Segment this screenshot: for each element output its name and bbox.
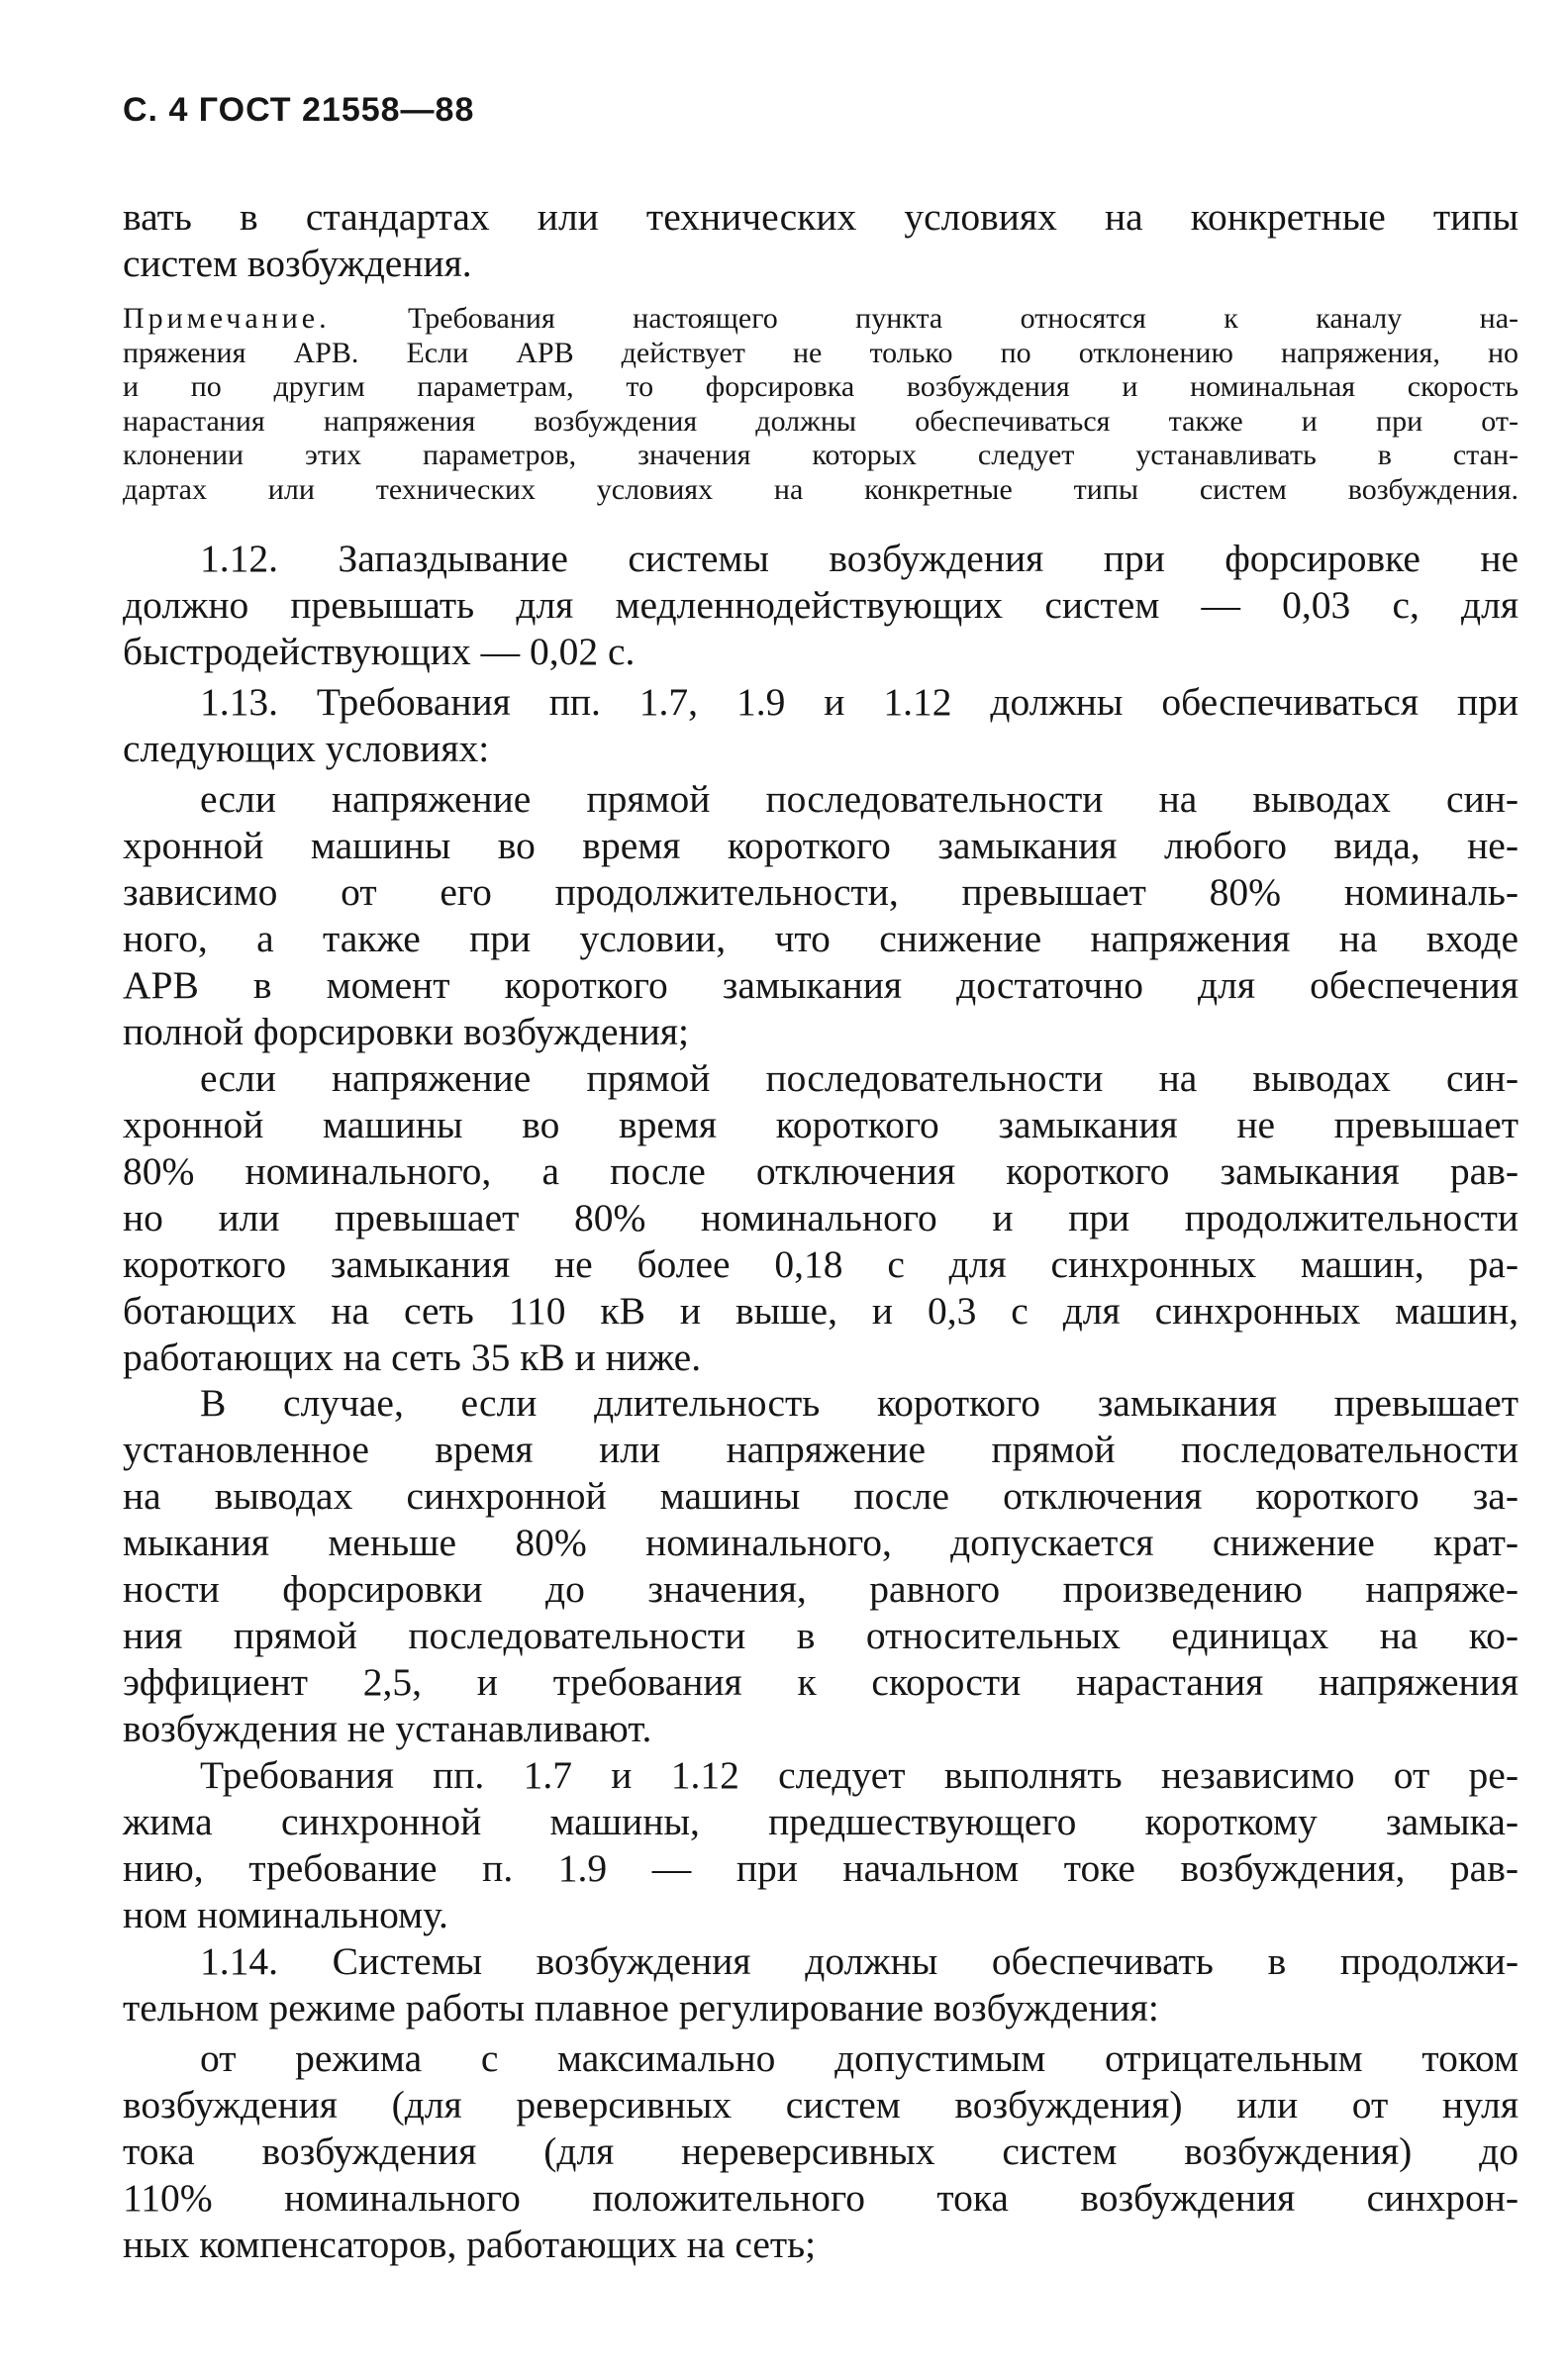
text-line: тока возбуждения (для нереверсивных систем возбуждения) до bbox=[123, 2129, 1519, 2173]
text-line: но или превышает 80% номинального и при продолжительности bbox=[123, 1196, 1519, 1239]
case-paragraph bbox=[123, 1380, 1519, 1752]
text-line: ботающих на сеть 110 кВ и выше, и 0,3 с для синхронных машин, bbox=[123, 1289, 1519, 1333]
text-line: 110% номинального положительного тока возбуждения синхрон- bbox=[123, 2176, 1519, 2220]
text-line: тельном режиме работы плавное регулирование возбуждения: bbox=[123, 1986, 1159, 2029]
text-line: мыкания меньше 80% номинального, допускается снижение крат- bbox=[123, 1521, 1519, 1564]
text-line: на выводах синхронной машины после отключения короткого за- bbox=[123, 1474, 1519, 1518]
text-line: ном номинальному. bbox=[123, 1893, 448, 1936]
note-line: пряжения АРВ. Если АРВ действует не только по отклонению напряжения, но bbox=[123, 336, 1519, 369]
text-line: нию, требование п. 1.9 — при начальном токе возбуждения, рав- bbox=[123, 1846, 1519, 1890]
text-line: хронной машины во время короткого замыкания не превышает bbox=[123, 1103, 1519, 1146]
top-paragraph bbox=[123, 194, 1519, 287]
text-line: жима синхронной машины, предшествующего короткому замыка- bbox=[123, 1800, 1519, 1843]
text-line: если напряжение прямой последовательности на выводах син- bbox=[200, 1056, 1519, 1100]
item-1-13 bbox=[123, 679, 1519, 772]
page-header: С. 4 ГОСТ 21558—88 bbox=[123, 91, 475, 129]
text-line: ных компенсаторов, работающих на сеть; bbox=[123, 2223, 817, 2266]
text-line: ния прямой последовательности в относительных единицах на ко- bbox=[123, 1614, 1519, 1657]
text-line: ности форсировки до значения, равного произведению напряже- bbox=[123, 1567, 1519, 1611]
condition-2 bbox=[123, 1055, 1519, 1381]
text-line: должно превышать для медленнодействующих систем — 0,03 с, для bbox=[123, 583, 1519, 627]
text-line: работающих на сеть 35 кВ и ниже. bbox=[123, 1336, 702, 1379]
text-line: 80% номинального, а после отключения короткого замыкания рав- bbox=[123, 1149, 1519, 1193]
text-line: В случае, если длительность короткого замыкания превышает bbox=[200, 1381, 1519, 1425]
text-line: полной форсировки возбуждения; bbox=[123, 1010, 689, 1053]
note-first-line-text: Требования настоящего пункта относятся к каналу на- bbox=[408, 302, 1519, 335]
text-line: быстродействующих — 0,02 с. bbox=[123, 630, 636, 673]
item-1-12 bbox=[123, 536, 1519, 675]
text-line: установленное время или напряжение прямой последовательности bbox=[123, 1428, 1519, 1471]
text-line: 1.14. Системы возбуждения должны обеспечивать в продолжи- bbox=[200, 1939, 1519, 1983]
text-line: 1.13. Требования пп. 1.7, 1.9 и 1.12 должны обеспечиваться при bbox=[200, 680, 1519, 724]
text-line: короткого замыкания не более 0,18 с для синхронных машин, ра- bbox=[123, 1242, 1519, 1286]
note-line: клонении этих параметров, значения которых следует устанавливать в стан- bbox=[123, 439, 1519, 471]
text-line: систем возбуждения. bbox=[123, 242, 472, 285]
text-line: 1.12. Запаздывание системы возбуждения при форсировке не bbox=[200, 537, 1519, 580]
text-line: если напряжение прямой последовательности на выводах син- bbox=[200, 777, 1519, 821]
requirements-paragraph bbox=[123, 1752, 1519, 1938]
note-line: нарастания напряжения возбуждения должны обеспечиваться также и при от- bbox=[123, 404, 1519, 438]
text-line: эффициент 2,5, и требования к скорости нарастания напряжения bbox=[123, 1660, 1519, 1704]
note-first-line bbox=[123, 302, 1519, 337]
condition-1 bbox=[123, 776, 1519, 1055]
note-label: Примечание. bbox=[123, 302, 331, 335]
text-line: хронной машины во время короткого замыкания любого вида, не- bbox=[123, 824, 1519, 867]
text-line: вать в стандартах или технических условиях на конкретные типы bbox=[123, 195, 1519, 239]
text-line: следующих условиях: bbox=[123, 727, 490, 770]
note-block bbox=[123, 302, 1519, 507]
item-1-14 bbox=[123, 1938, 1519, 2031]
note-line: дартах или технических условиях на конкретные типы систем возбуждения. bbox=[123, 472, 1519, 506]
text-line: от режима с максимально допустимым отрицательным током bbox=[200, 2036, 1519, 2080]
text-line: ного, а также при условии, что снижение напряжения на входе bbox=[123, 917, 1519, 960]
text-line: возбуждения (для реверсивных систем возбуждения) или от нуля bbox=[123, 2083, 1519, 2127]
text-line: АРВ в момент короткого замыкания достаточно для обеспечения bbox=[123, 963, 1519, 1007]
text-line: возбуждения не устанавливают. bbox=[123, 1707, 652, 1750]
range-paragraph bbox=[123, 2035, 1519, 2268]
text-line: зависимо от его продолжительности, превышает 80% номиналь- bbox=[123, 870, 1519, 914]
text-line: Требования пп. 1.7 и 1.12 следует выполнять независимо от ре- bbox=[200, 1753, 1519, 1797]
note-line: и по другим параметрам, то форсировка возбуждения и номинальная скорость bbox=[123, 370, 1519, 403]
